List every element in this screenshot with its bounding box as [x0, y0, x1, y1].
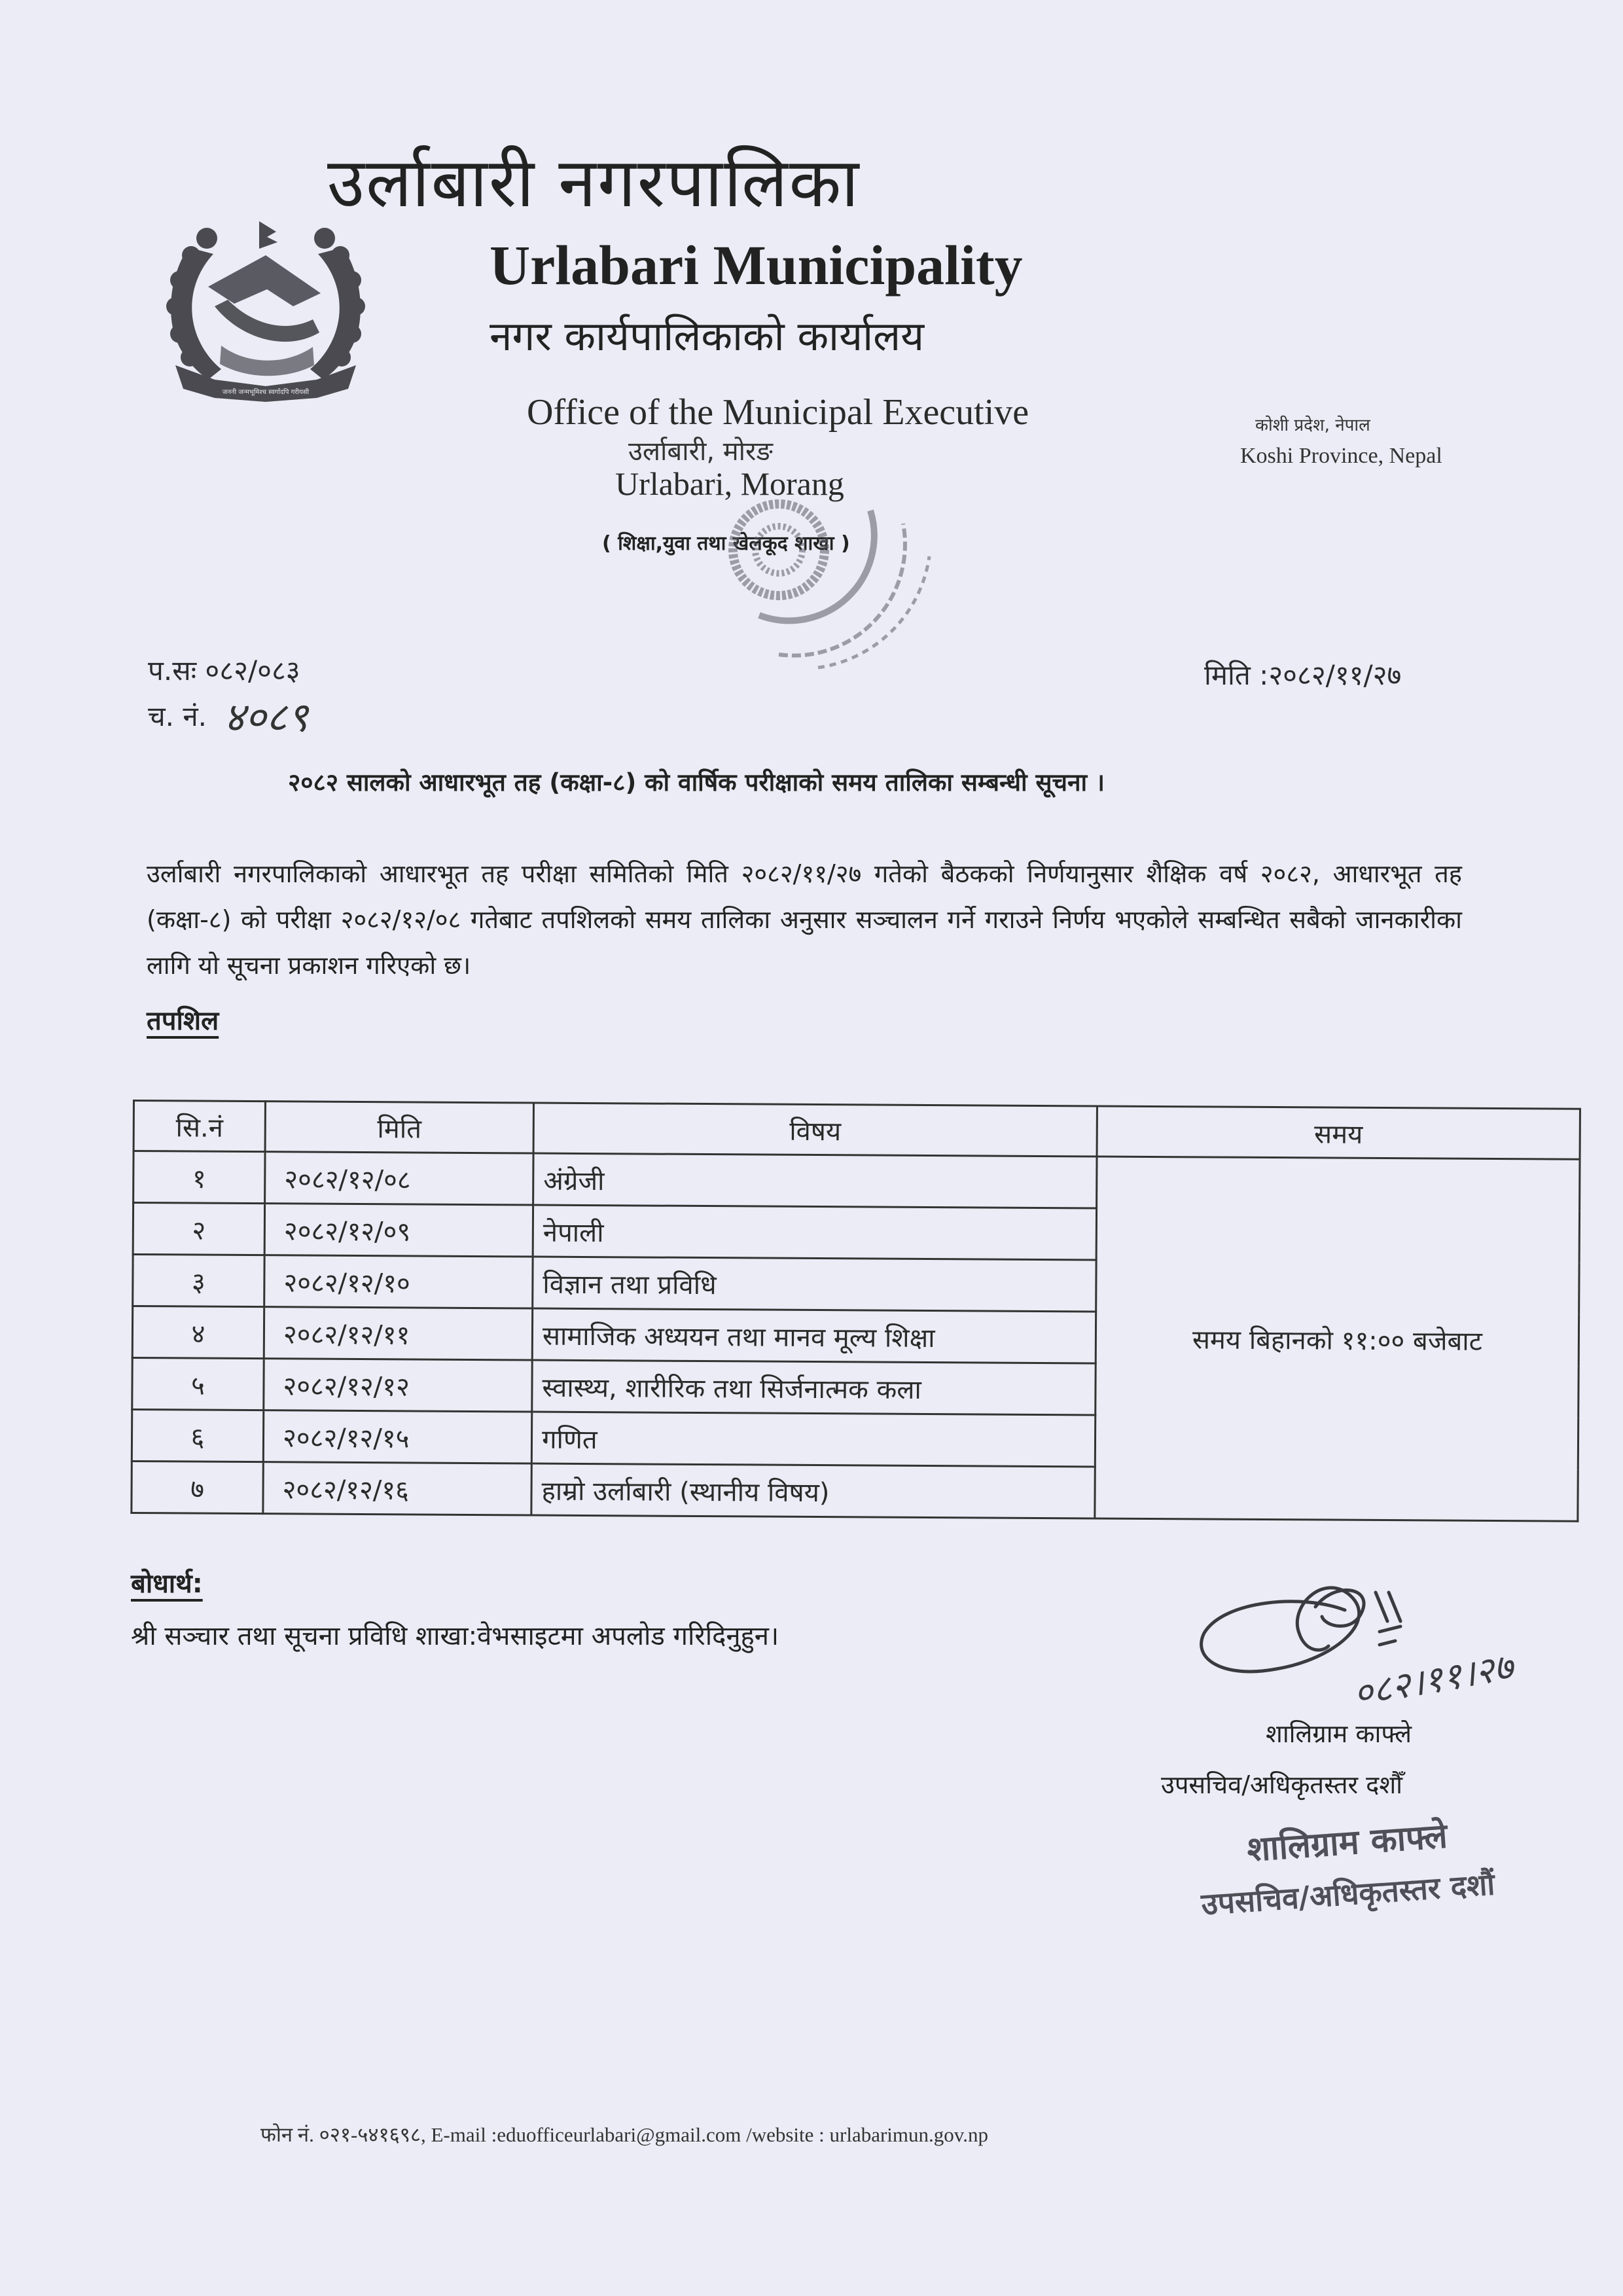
chalani-number: ४०८९	[224, 693, 308, 741]
bodharth-label: बोधार्थ:	[131, 1569, 203, 1599]
row-sn: ३	[133, 1255, 264, 1307]
emblem-motto: जननी जन्मभूमिश्च स्वर्गादपि गरीयसी	[222, 389, 310, 396]
signatory-name: शालिग्राम काफ्ले	[1266, 1719, 1412, 1748]
row-date: २०८२/१२/०८	[265, 1152, 533, 1205]
row-sn: ४	[132, 1306, 264, 1359]
row-sn: २	[133, 1203, 264, 1255]
row-date: २०८२/१२/१०	[264, 1255, 533, 1308]
row-sn: ७	[132, 1461, 263, 1513]
row-sn: ६	[132, 1410, 263, 1462]
office-nepali: नगर कार्यपालिकाको कार्यालय	[490, 312, 925, 360]
signature-date: ०८२।११।२७	[1350, 1645, 1516, 1715]
row-subject: नेपाली	[533, 1205, 1096, 1260]
address-nepali: उर्लाबारी, मोरङ	[628, 437, 773, 467]
table-header-row	[134, 1101, 1580, 1160]
title-english: Urlabari Municipality	[490, 234, 1023, 296]
province-nepali: कोशी प्रदेश, नेपाल	[1255, 416, 1370, 435]
row-subject: स्वास्थ्य, शारीरिक तथा सिर्जनात्मक कला	[532, 1360, 1096, 1415]
office-seal-stamp	[707, 471, 942, 687]
row-sn: ५	[132, 1358, 264, 1410]
header-subject: विषय	[533, 1103, 1097, 1157]
signatory-stamp-title: उपसचिव/अधिकृतस्तर दशौं	[1200, 1866, 1496, 1922]
row-subject: अंग्रेजी	[533, 1153, 1097, 1208]
exam-schedule-table	[130, 1100, 1581, 1522]
notice-subject: २०८२ सालको आधारभूत तह (कक्षा-८) को वार्षिक परीक्षाको समय तालिका सम्बन्धी सूचना ।	[288, 768, 1105, 797]
row-date: २०८२/१२/१२	[264, 1359, 532, 1412]
row-sn: १	[134, 1151, 265, 1204]
header-date: मिति	[265, 1102, 533, 1153]
letter-date: मिति :२०८२/११/२७	[1204, 659, 1402, 691]
footer-contact: फोन नं. ०२१-५४१६९८, E-mail :eduofficeurlabari@gmail.com /website : urlabarimun.gov.np	[260, 2123, 989, 2146]
chalani-label: च. नं.	[148, 700, 207, 732]
row-subject: गणित	[531, 1412, 1095, 1467]
address-english: Urlabari, Morang	[615, 465, 844, 502]
notice-body: उर्लाबारी नगरपालिकाको आधारभूत तह परीक्षा समितिको मिति २०८२/११/२७ गतेको बैठकको निर्णयानुसार शैक्षिक वर्ष २०८२, आधारभूत तह (कक्षा-८) को परीक्षा २०८२/१२/०८ गतेबाट तपशिलको समय तालिका अनुसार सञ्चालन गर्ने गराउने निर्णय भएकोले सम्बन्धित सबैको जानकारीका लागि यो सूचना प्रकाशन गरिएको छ।	[147, 859, 1462, 980]
branch-name: ( शिक्षा,युवा तथा खेलकूद शाखा )	[602, 532, 850, 555]
row-subject: हाम्रो उर्लाबारी (स्थानीय विषय)	[531, 1463, 1095, 1518]
title-nepali: उर्लाबारी नगरपालिका	[327, 143, 861, 223]
province-english: Koshi Province, Nepal	[1240, 444, 1442, 468]
schedule-heading: तपशिल	[147, 1006, 219, 1036]
row-subject: सामाजिक अध्ययन तथा मानव मूल्य शिक्षा	[532, 1308, 1096, 1363]
row-date: २०८२/१२/०९	[264, 1204, 533, 1257]
office-english: Office of the Municipal Executive	[527, 392, 1029, 433]
patra-sankhya: प.सः ०८२/०८३	[148, 655, 300, 687]
bodharth-line: श्री सञ्चार तथा सूचना प्रविधि शाखा:वेभसाइटमा अपलोड गरिदिनुहुन।	[131, 1621, 779, 1651]
flag-icon	[259, 221, 277, 249]
nepal-emblem-logo	[149, 208, 382, 404]
table-row	[134, 1151, 1580, 1211]
row-subject: विज्ञान तथा प्रविधि	[533, 1257, 1096, 1312]
signatory-stamp-name: शालिग्राम काफ्ले	[1245, 1816, 1449, 1870]
row-date: २०८२/१२/१५	[263, 1410, 531, 1463]
signatory-title: उपसचिव/अधिकृतस्तर दशौँ	[1161, 1770, 1403, 1799]
handwritten-signature	[1185, 1554, 1551, 1718]
header-time: समय	[1097, 1106, 1580, 1159]
header-sn: सि.नं	[134, 1101, 265, 1152]
exam-time: समय बिहानको ११:०० बजेबाट	[1095, 1157, 1580, 1521]
row-date: २०८२/१२/११	[264, 1307, 532, 1360]
row-date: २०८२/१२/१६	[263, 1462, 531, 1515]
